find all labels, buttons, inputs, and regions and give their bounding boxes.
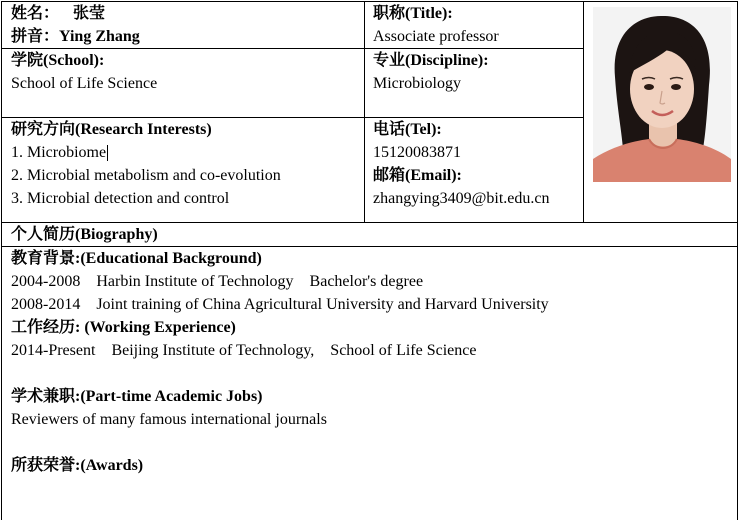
- research-item: 3. Microbial detection and control: [11, 190, 230, 207]
- education-institution: Joint training of China Agricultural University and Harvard University: [96, 296, 549, 313]
- profile-photo: [593, 7, 731, 182]
- education-entry: [11, 271, 423, 293]
- work-dept: School of Life Science: [330, 342, 477, 359]
- table-divider-row4: [1, 246, 738, 247]
- table-border-left: [1, 1, 2, 520]
- name-row: [11, 3, 105, 25]
- pinyin-label: 拼音：: [11, 28, 60, 45]
- research-item: 2. Microbial metabolism and co-evolution: [11, 167, 281, 184]
- work-institution: Beijing Institute of Technology,: [111, 342, 315, 359]
- education-years: 2004-2008: [11, 273, 81, 290]
- pinyin-row: [11, 26, 140, 48]
- table-divider-row2: [1, 117, 584, 118]
- education-entry: [11, 294, 549, 316]
- discipline-label: 专业(Discipline):: [373, 52, 489, 69]
- table-border-right: [737, 1, 738, 520]
- email-label: 邮箱(Email):: [373, 167, 462, 184]
- title-label: 职称(Title):: [373, 5, 453, 22]
- tel-value: 15120083871: [373, 144, 461, 161]
- table-divider-col1: [364, 1, 365, 223]
- education-institution: Harbin Institute of Technology: [96, 273, 294, 290]
- research-label: 研究方向(Research Interests): [11, 121, 212, 138]
- tel-label: 电话(Tel):: [373, 121, 442, 138]
- work-years: 2014-Present: [11, 342, 96, 359]
- text-cursor: [107, 145, 108, 161]
- pinyin-value: Ying Zhang: [59, 28, 140, 45]
- table-border-top: [1, 1, 738, 2]
- school-value: School of Life Science: [11, 75, 158, 92]
- name-value: 张莹: [73, 5, 106, 22]
- discipline-value: Microbiology: [373, 75, 461, 92]
- education-heading: 教育背景:(Educational Background): [11, 250, 262, 267]
- awards-heading: 所获荣誉:(Awards): [11, 457, 144, 474]
- table-divider-col2: [583, 1, 584, 223]
- work-entry: [11, 340, 476, 362]
- school-label: 学院(School):: [11, 52, 105, 69]
- email-value: zhangying3409@bit.edu.cn: [373, 190, 550, 207]
- parttime-heading: 学术兼职:(Part-time Academic Jobs): [11, 388, 263, 405]
- parttime-text: Reviewers of many famous international journals: [11, 411, 327, 428]
- biography-heading: 个人简历(Biography): [11, 226, 158, 243]
- portrait-illustration: [593, 7, 731, 182]
- education-degree: Bachelor's degree: [309, 273, 424, 290]
- table-divider-row1: [1, 48, 584, 49]
- table-divider-row3: [1, 222, 738, 223]
- title-value: Associate professor: [373, 28, 499, 45]
- education-years: 2008-2014: [11, 296, 81, 313]
- work-heading: 工作经历: (Working Experience): [11, 319, 236, 336]
- name-label: 姓名：: [11, 5, 60, 22]
- research-item: 1. Microbiome: [11, 144, 107, 161]
